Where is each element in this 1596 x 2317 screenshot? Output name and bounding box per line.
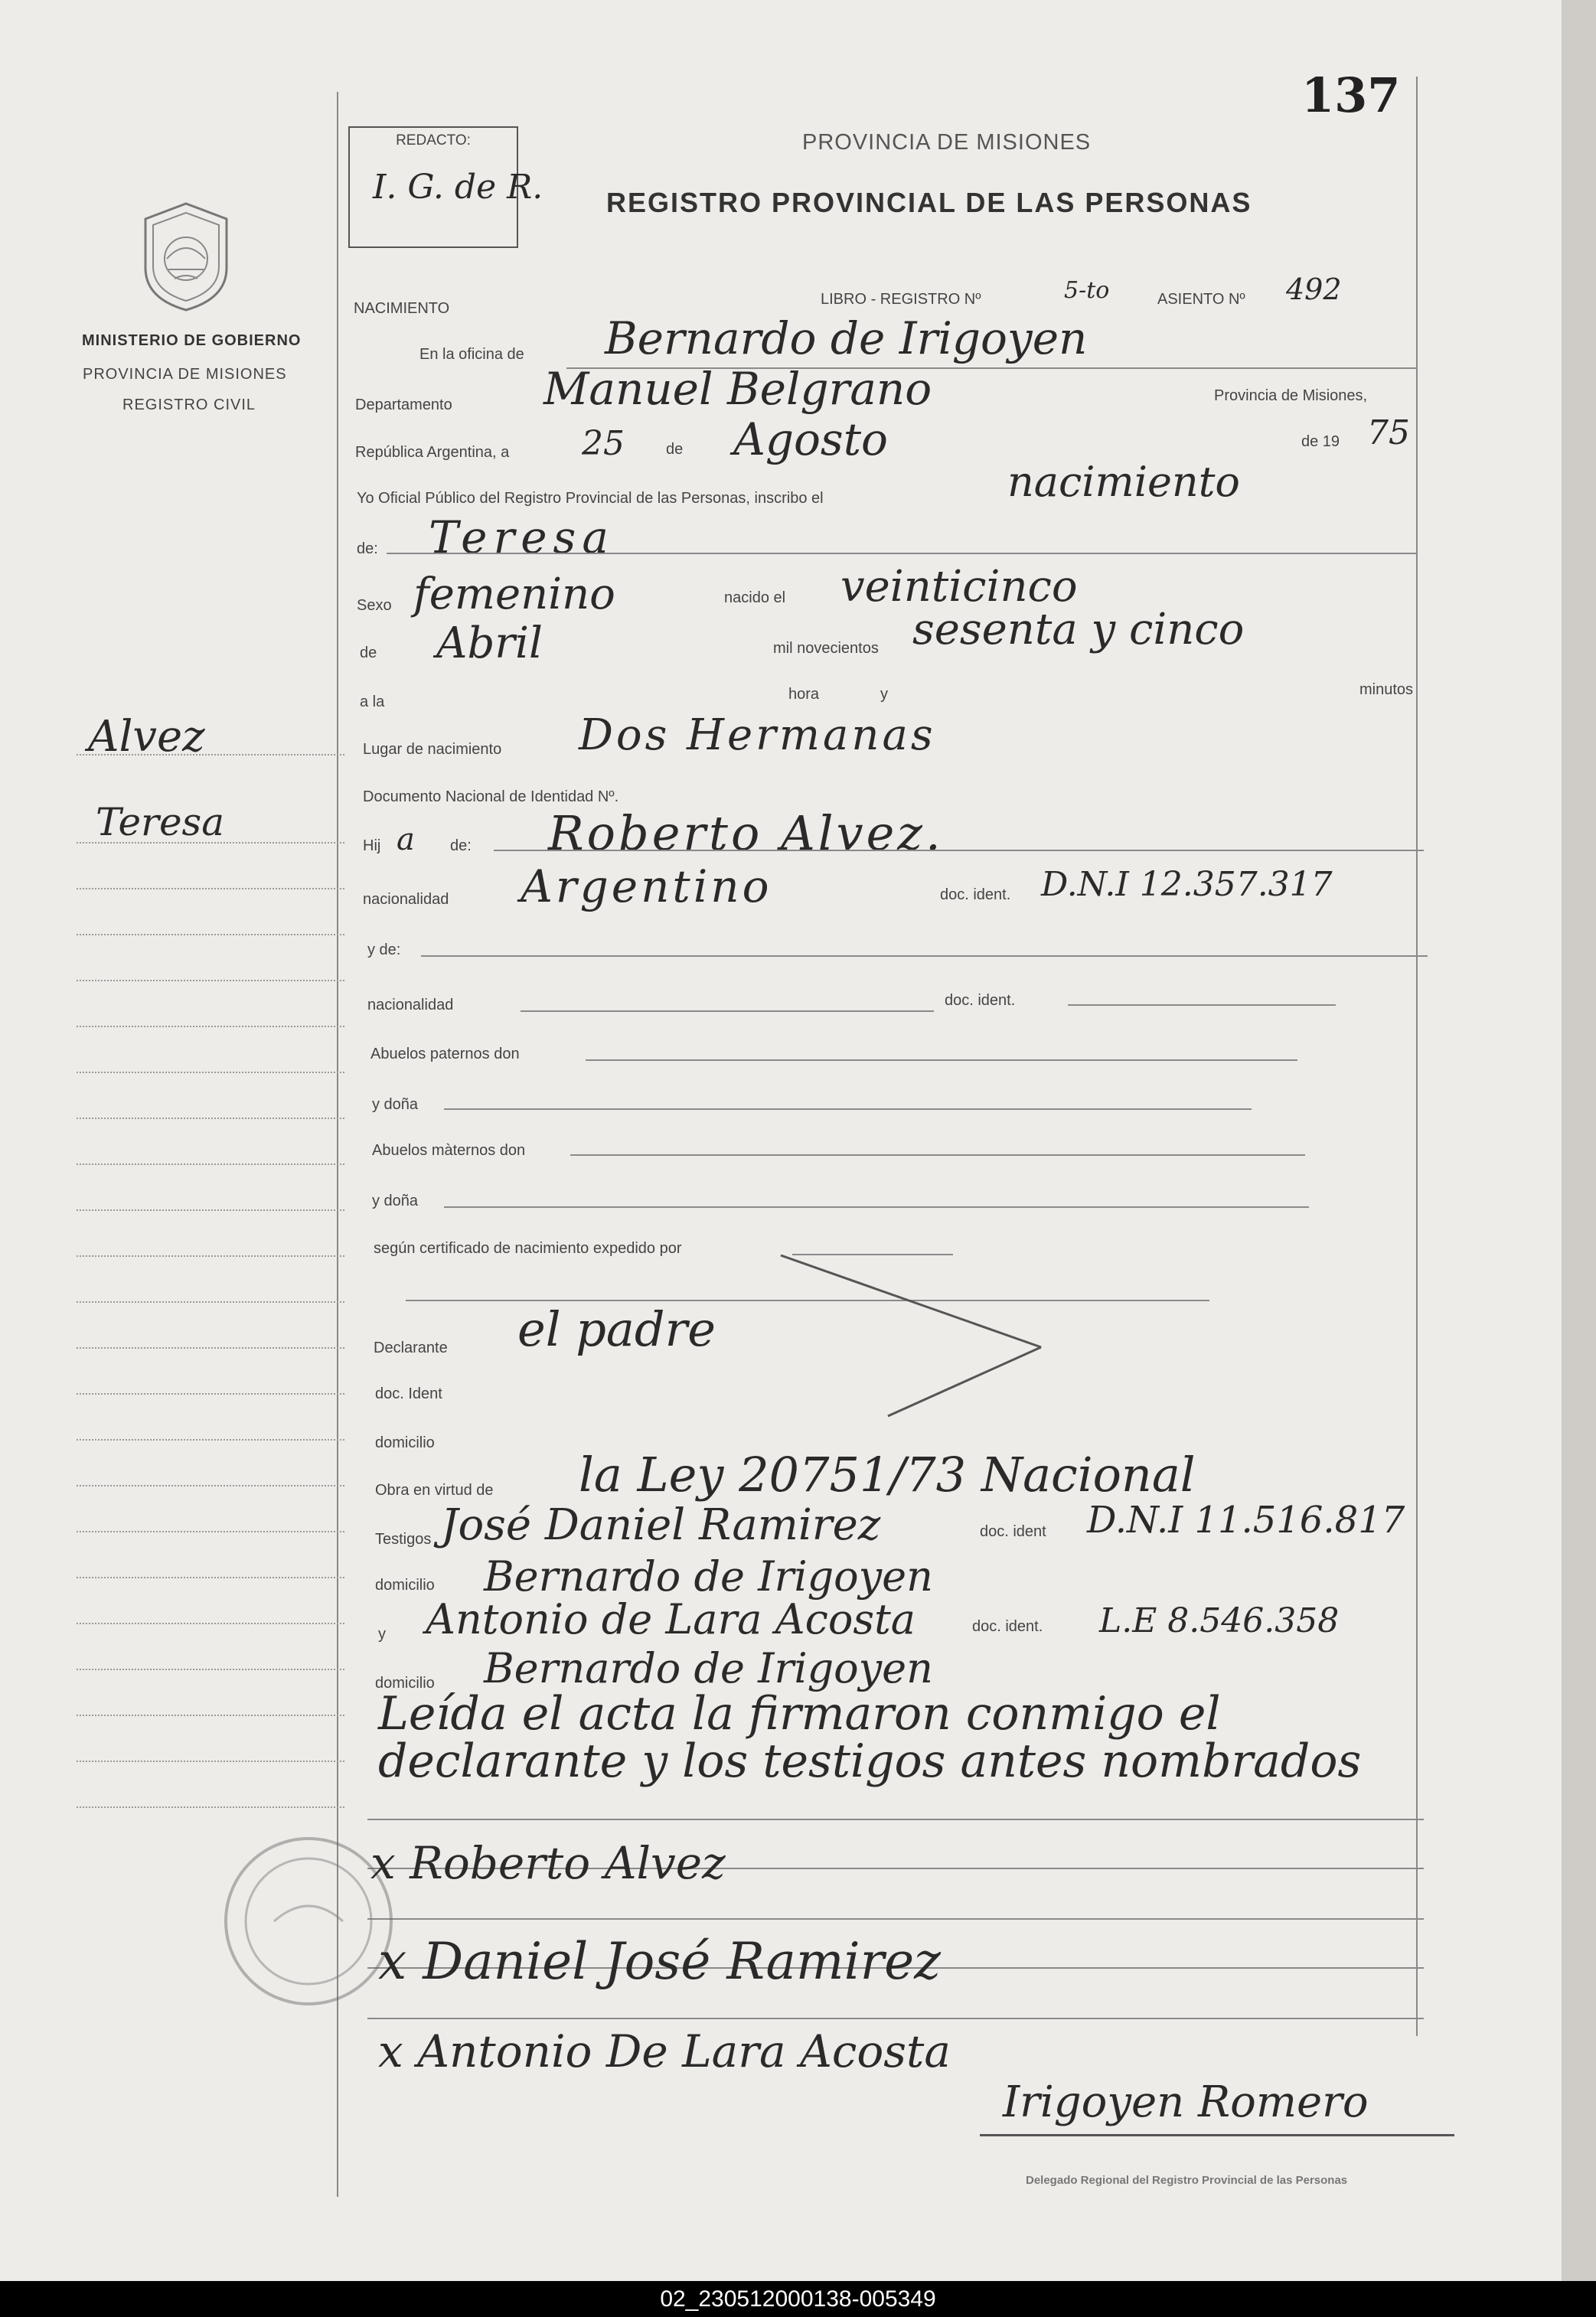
closing-line-2: declarante y los testigos antes nombrados bbox=[378, 1734, 1362, 1788]
label-domicilio3: domicilio bbox=[375, 1675, 435, 1692]
label-ydona: y doña bbox=[372, 1096, 419, 1113]
value-nacionalidad: Argentino bbox=[521, 860, 772, 912]
margin-dots bbox=[77, 842, 344, 844]
label-abuelos-pat: Abuelos paternos don bbox=[370, 1046, 520, 1062]
margin-dots bbox=[77, 1393, 344, 1395]
value-obra: la Ley 20751/73 Nacional bbox=[579, 1447, 1196, 1503]
strike-lines bbox=[765, 1240, 1072, 1424]
rule bbox=[586, 1059, 1297, 1061]
margin-dots bbox=[77, 934, 344, 935]
label-libro: LIBRO - REGISTRO Nº bbox=[821, 291, 981, 308]
rule bbox=[521, 1010, 934, 1012]
rule bbox=[367, 1918, 1424, 1920]
label-departamento: Departamento bbox=[355, 397, 452, 413]
margin-dots bbox=[77, 1577, 344, 1578]
label-declarante: Declarante bbox=[374, 1340, 448, 1356]
label-oficina: En la oficina de bbox=[419, 346, 524, 363]
label-lugar: Lugar de nacimiento bbox=[363, 741, 502, 758]
rule bbox=[367, 2018, 1424, 2019]
margin-dots bbox=[77, 1072, 344, 1073]
label-de: de bbox=[666, 441, 684, 458]
label-testigos: Testigos bbox=[375, 1531, 432, 1548]
page-number: 137 bbox=[1301, 67, 1401, 123]
rule bbox=[421, 955, 1428, 957]
label-domicilio: domicilio bbox=[375, 1434, 435, 1451]
signature-declarante: x Roberto Alvez bbox=[370, 1837, 726, 1889]
label-docident2: doc. ident. bbox=[945, 992, 1016, 1009]
margin-dots bbox=[77, 1118, 344, 1119]
redacto-value: I. G. de R. bbox=[373, 168, 543, 207]
label-asiento: ASIENTO Nº bbox=[1157, 291, 1245, 308]
label-y: y bbox=[880, 686, 888, 703]
margin-dots bbox=[77, 1715, 344, 1716]
label-y2: y bbox=[378, 1626, 386, 1643]
label-segun: según certificado de nacimiento expedido por bbox=[374, 1240, 682, 1257]
value-month2: Abril bbox=[436, 618, 543, 668]
rule bbox=[444, 1108, 1252, 1110]
label-de2: de: bbox=[357, 540, 378, 557]
signature-testigo-2: x Antonio De Lara Acosta bbox=[378, 2025, 951, 2077]
label-obra: Obra en virtud de bbox=[375, 1482, 494, 1499]
margin-dots bbox=[77, 1531, 344, 1532]
margin-dots bbox=[77, 1485, 344, 1486]
value-oficial: nacimiento bbox=[1007, 458, 1240, 506]
label-nacionalidad2: nacionalidad bbox=[367, 997, 454, 1013]
label-docident4: doc. ident bbox=[980, 1523, 1046, 1540]
value-domicilio2: Bernardo de Irigoyen bbox=[484, 1552, 933, 1601]
value-oficina: Bernardo de Irigoyen bbox=[605, 312, 1088, 364]
margin-dots bbox=[77, 1255, 344, 1257]
book-edge bbox=[1562, 0, 1596, 2281]
value-nacido: veinticinco bbox=[840, 562, 1078, 612]
margin-note-name: Teresa bbox=[96, 800, 225, 844]
value-libro: 5-to bbox=[1064, 277, 1110, 304]
label-ydona2: y doña bbox=[372, 1193, 419, 1209]
value-padre: Roberto Alvez. bbox=[548, 805, 944, 861]
label-de-year: de 19 bbox=[1301, 433, 1340, 450]
value-testigo1-doc: D.N.I 11.516.817 bbox=[1087, 1499, 1405, 1542]
value-asiento: 492 bbox=[1286, 272, 1342, 306]
label-provincia: Provincia de Misiones, bbox=[1214, 387, 1368, 404]
margin-dots bbox=[77, 1761, 344, 1762]
left-province: PROVINCIA DE MISIONES bbox=[83, 366, 287, 383]
margin-dots bbox=[77, 1209, 344, 1211]
label-mil: mil novecientos bbox=[773, 640, 879, 657]
value-departamento: Manuel Belgrano bbox=[543, 363, 932, 415]
margin-dots bbox=[77, 1623, 344, 1624]
rule bbox=[570, 1154, 1305, 1156]
label-nacionalidad: nacionalidad bbox=[363, 891, 449, 908]
label-ala: a la bbox=[360, 693, 385, 710]
label-hora: hora bbox=[788, 686, 820, 703]
rule bbox=[444, 1206, 1309, 1208]
closing-line-1: Leída el acta la firmaron conmigo el bbox=[378, 1687, 1221, 1741]
label-minutos: minutos bbox=[1359, 681, 1414, 698]
right-rule bbox=[1416, 77, 1418, 2036]
redacto-box bbox=[348, 126, 543, 248]
label-oficial: Yo Oficial Público del Registro Provincial de las Personas, inscribo el bbox=[357, 490, 824, 507]
label-nacimiento: NACIMIENTO bbox=[354, 300, 450, 317]
label-sexo: Sexo bbox=[357, 597, 392, 614]
value-name: Teresa bbox=[429, 511, 615, 563]
label-domicilio2: domicilio bbox=[375, 1577, 435, 1594]
margin-dots bbox=[77, 1163, 344, 1165]
header-province: PROVINCIA DE MISIONES bbox=[802, 130, 1092, 155]
label-hijo-c: de: bbox=[450, 837, 472, 854]
signature-underline bbox=[980, 2134, 1454, 2136]
margin-dots bbox=[77, 1669, 344, 1670]
label-hijo-a: Hij bbox=[363, 837, 381, 854]
rule bbox=[494, 850, 1424, 851]
margin-dots bbox=[77, 1301, 344, 1303]
label-hijo-b: a bbox=[397, 822, 415, 857]
value-declarante: el padre bbox=[517, 1301, 716, 1357]
value-day: 25 bbox=[582, 424, 625, 463]
margin-dots bbox=[77, 1026, 344, 1027]
margin-dots bbox=[77, 1806, 344, 1808]
label-docident3: doc. Ident bbox=[375, 1385, 442, 1402]
image-id-bar bbox=[0, 2281, 1596, 2317]
label-nacido: nacido el bbox=[724, 589, 786, 606]
value-sexo: femenino bbox=[413, 569, 615, 619]
signature-testigo-1: x Daniel José Ramirez bbox=[378, 1932, 941, 1991]
header-registry: REGISTRO PROVINCIAL DE LAS PERSONAS bbox=[606, 187, 1252, 218]
label-abuelos-mat: Abuelos màternos don bbox=[372, 1142, 526, 1159]
label-documento: Documento Nacional de Identidad Nº. bbox=[363, 788, 619, 805]
value-month: Agosto bbox=[733, 413, 888, 465]
image-id: 02_230512000138-005349 bbox=[660, 2286, 936, 2312]
label-yde: y de: bbox=[367, 941, 401, 958]
margin-dots bbox=[77, 1347, 344, 1349]
value-year2: sesenta y cinco bbox=[912, 605, 1245, 654]
margin-dots bbox=[77, 754, 344, 755]
value-testigo2: Antonio de Lara Acosta bbox=[426, 1595, 915, 1643]
value-year: 75 bbox=[1367, 413, 1410, 452]
margin-dots bbox=[77, 980, 344, 981]
label-de3: de bbox=[360, 645, 377, 661]
label-republica: República Argentina, a bbox=[355, 444, 510, 461]
label-docident5: doc. ident. bbox=[972, 1618, 1043, 1635]
official-stamp-text: Delegado Regional del Registro Provincial de las Personas bbox=[1026, 2174, 1348, 2187]
left-civil: REGISTRO CIVIL bbox=[122, 397, 256, 413]
value-testigo2-doc: L.E 8.546.358 bbox=[1099, 1601, 1340, 1640]
label-docident: doc. ident. bbox=[940, 886, 1011, 903]
value-docident: D.N.I 12.357.317 bbox=[1041, 865, 1333, 904]
coat-of-arms-seal bbox=[136, 199, 236, 314]
value-domicilio3: Bernardo de Irigoyen bbox=[484, 1644, 933, 1692]
rule bbox=[387, 553, 1416, 554]
left-ministry: MINISTERIO DE GOBIERNO bbox=[82, 332, 302, 349]
rule bbox=[1068, 1004, 1336, 1006]
margin-note-surname: Alvez bbox=[88, 712, 205, 762]
margin-dots bbox=[77, 888, 344, 889]
margin-dots bbox=[77, 1439, 344, 1441]
value-lugar: Dos Hermanas bbox=[579, 710, 936, 760]
redacto-label: REDACTO: bbox=[396, 132, 471, 148]
signature-official: Irigoyen Romero bbox=[1003, 2077, 1369, 2127]
value-testigo1: José Daniel Ramirez bbox=[441, 1500, 881, 1550]
rule bbox=[367, 1819, 1424, 1820]
